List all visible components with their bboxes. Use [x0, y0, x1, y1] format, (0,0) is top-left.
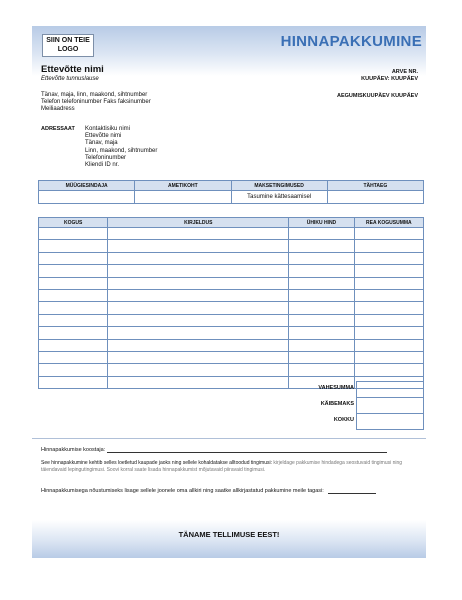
item-cell[interactable] [39, 364, 108, 376]
total-row [290, 413, 426, 429]
item-cell[interactable] [289, 289, 354, 301]
items-header: REA KOGUSUMMA [354, 218, 423, 228]
item-cell[interactable] [289, 228, 354, 240]
item-cell[interactable] [354, 314, 423, 326]
item-cell[interactable] [354, 289, 423, 301]
item-cell[interactable] [108, 289, 289, 301]
item-cell[interactable] [289, 364, 354, 376]
tax-label: KÄIBEMAKS [320, 401, 354, 407]
table-row [39, 314, 424, 326]
total-value[interactable] [356, 413, 424, 430]
terms-note-placeholder: kirjeldage pakkumise hindadega seostuvaid tingimusi ning täiendavaid lepingutingimusi. Soovi korral saate lisada hinnapakkumist mõjutavaid piiravaid tingimusi. [41, 460, 403, 473]
table-row [39, 339, 424, 351]
terms-header: TÄHTAEG [327, 181, 423, 191]
item-cell[interactable] [289, 351, 354, 363]
item-cell[interactable] [289, 302, 354, 314]
item-cell[interactable] [354, 265, 423, 277]
table-row [39, 277, 424, 289]
terms-cell-payment[interactable]: Tasumine kättesaamisel [231, 191, 327, 204]
terms-table [38, 180, 424, 204]
items-table [38, 217, 424, 389]
item-cell[interactable] [39, 302, 108, 314]
table-row [39, 265, 424, 277]
item-cell[interactable] [354, 240, 423, 252]
divider [32, 438, 426, 439]
tax-row [290, 397, 426, 413]
prepared-by-label: Hinnapakkumise koostaja: [41, 447, 106, 453]
item-cell[interactable] [39, 265, 108, 277]
total-label: KOKKU [333, 417, 354, 423]
signature-line[interactable] [328, 493, 376, 494]
recipient-line: Linn, maakond, sihtnumber [85, 147, 158, 154]
item-cell[interactable] [354, 327, 423, 339]
item-cell[interactable] [39, 252, 108, 264]
item-cell[interactable] [354, 339, 423, 351]
company-slogan: Ettevõtte tunnuslause [41, 76, 99, 82]
items-header: ÜHIKU HIND [289, 218, 354, 228]
table-row [39, 351, 424, 363]
expiry-date: AEGUMISKUUPÄEV KUUPÄEV [337, 93, 418, 99]
terms-header: AMETIKOHT [135, 181, 231, 191]
item-cell[interactable] [354, 364, 423, 376]
item-cell[interactable] [289, 252, 354, 264]
item-cell[interactable] [108, 240, 289, 252]
item-cell[interactable] [108, 351, 289, 363]
quote-page [32, 26, 426, 539]
terms-cell-due-date[interactable] [327, 191, 423, 204]
item-cell[interactable] [354, 277, 423, 289]
items-header: KIRJELDUS [108, 218, 289, 228]
terms-note [41, 460, 421, 474]
totals-block [290, 381, 426, 429]
terms-note-text: See hinnapakkumine kehtib selles loetletud kaupade jaoks ning sellele kohaldatakse alltoodud tingimusi: [41, 460, 274, 466]
item-cell[interactable] [108, 265, 289, 277]
acceptance-text: Hinnapakkumisega nõustumiseks lisage sellele joonele oma allkiri ning saatke allkirjastatud pakkumine meile tagasi: [41, 488, 324, 494]
item-cell[interactable] [354, 252, 423, 264]
items-header: KOGUS [39, 218, 108, 228]
recipient-line: Kontaktisiku nimi [85, 126, 131, 132]
item-cell[interactable] [108, 314, 289, 326]
item-cell[interactable] [289, 240, 354, 252]
item-cell[interactable] [39, 228, 108, 240]
recipient-label: ADRESSAAT [41, 126, 75, 132]
invoice-date: KUUPÄEV: KUUPÄEV [361, 76, 418, 82]
item-cell[interactable] [289, 265, 354, 277]
item-cell[interactable] [39, 351, 108, 363]
recipient-address [85, 126, 157, 169]
document-title: HINNAPAKKUMINE [280, 33, 422, 50]
acceptance-note [41, 488, 376, 494]
company-name: Ettevõtte nimi [41, 64, 104, 75]
recipient-line: Ettevõtte nimi [85, 133, 122, 140]
item-cell[interactable] [108, 277, 289, 289]
item-cell[interactable] [108, 327, 289, 339]
prepared-by-line[interactable] [107, 452, 387, 453]
terms-cell-position[interactable] [135, 191, 231, 204]
company-address [41, 92, 151, 113]
table-row [39, 364, 424, 376]
subtotal-label: VAHESUMMA [318, 385, 354, 391]
address-line: Tänav, maja, linn, maakond, sihtnumber [41, 92, 148, 98]
item-cell[interactable] [108, 252, 289, 264]
item-cell[interactable] [289, 277, 354, 289]
item-cell[interactable] [354, 228, 423, 240]
table-row [39, 228, 424, 240]
table-row [39, 327, 424, 339]
table-row [39, 302, 424, 314]
item-cell[interactable] [39, 289, 108, 301]
footer-background [32, 520, 426, 558]
item-cell[interactable] [289, 339, 354, 351]
item-cell[interactable] [39, 240, 108, 252]
item-cell[interactable] [39, 314, 108, 326]
table-row [39, 252, 424, 264]
item-cell[interactable] [39, 339, 108, 351]
item-cell[interactable] [289, 314, 354, 326]
terms-cell-salesperson[interactable] [39, 191, 135, 204]
terms-header: MÜÜGIESINDAJA [39, 181, 135, 191]
item-cell[interactable] [354, 302, 423, 314]
item-cell[interactable] [108, 339, 289, 351]
items-body [39, 228, 424, 389]
item-cell[interactable] [39, 327, 108, 339]
terms-header: MAKSETINGIMUSED [231, 181, 327, 191]
item-cell[interactable] [39, 376, 108, 388]
invoice-number: ARVE NR. [391, 69, 418, 75]
subtotal-value[interactable] [356, 381, 424, 398]
tax-value[interactable] [356, 397, 424, 414]
invoice-meta [361, 69, 418, 83]
item-cell[interactable] [108, 228, 289, 240]
item-cell[interactable] [289, 327, 354, 339]
item-cell[interactable] [39, 277, 108, 289]
item-cell[interactable] [108, 376, 289, 388]
prepared-by [41, 447, 387, 453]
recipient-line: Telefoninumber [85, 154, 127, 161]
item-cell[interactable] [108, 364, 289, 376]
logo-placeholder: SIIN ON TEIE LOGO [42, 34, 94, 57]
recipient-line: Kliendi ID nr. [85, 162, 120, 169]
thank-you-message: TÄNAME TELLIMUSE EEST! [178, 530, 280, 539]
address-line: Meiliaadress [41, 106, 75, 112]
item-cell[interactable] [108, 302, 289, 314]
subtotal-row [290, 381, 426, 397]
table-row [39, 240, 424, 252]
item-cell[interactable] [354, 351, 423, 363]
table-row [39, 289, 424, 301]
recipient-line: Tänav, maja [85, 140, 118, 147]
address-line: Telefon telefoninumber Faks faksinumber [41, 99, 151, 105]
